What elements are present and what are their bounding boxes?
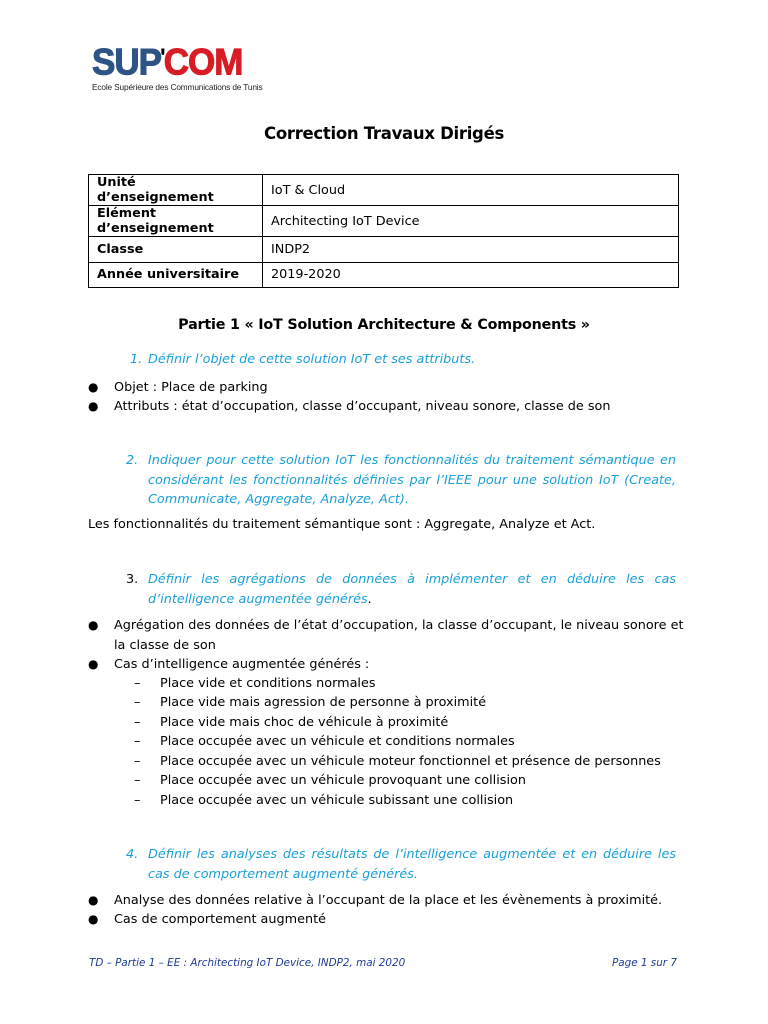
question-2 [126, 451, 676, 510]
list-item-text: la classe de son [114, 638, 216, 653]
bullet-icon: ● [88, 380, 99, 394]
logo-sup: SUP [92, 41, 161, 83]
course-info-table [88, 174, 679, 288]
logo-com: COM [163, 41, 243, 83]
dash-icon: – [134, 754, 141, 769]
dash-icon: – [134, 715, 141, 730]
table-value: IoT & Cloud [263, 175, 679, 206]
question-number: 4. [126, 847, 139, 862]
question-trailing: . [367, 591, 372, 607]
supcom-logo [92, 41, 263, 92]
table-key: Elément d’enseignement [89, 206, 263, 237]
question-3 [126, 570, 676, 609]
table-row [89, 237, 679, 263]
sub-list-item-text: Place occupée avec un véhicule moteur fonctionnel et présence de personnes [160, 754, 661, 769]
question-text: Définir les agrégations de données à implémenter et en déduire les cas d’intelligence augmentée générés [148, 572, 676, 607]
list-item-text: Objet : Place de parking [114, 380, 268, 395]
document-title: Correction Travaux Dirigés [264, 124, 504, 143]
question-text: Définir les analyses des résultats de l’intelligence augmentée et en déduire les cas de comportement augmenté générés. [148, 847, 676, 882]
dash-icon: – [134, 676, 141, 691]
footer-page-number: Page 1 sur 7 [611, 957, 677, 969]
logo-wordmark [92, 41, 263, 83]
logo-apostrophe: ' [159, 44, 165, 73]
table-key: Unité d’enseignement [89, 175, 263, 206]
list-item-text: Agrégation des données de l’état d’occupation, la classe d’occupant, le niveau sonore et [114, 618, 684, 633]
sub-list-item-text: Place occupée avec un véhicule subissant une collision [160, 793, 514, 808]
list-item-text: Cas de comportement augmenté [114, 912, 326, 927]
question-number: 1. [130, 352, 143, 367]
table-value: 2019-2020 [263, 262, 679, 288]
list-item-text: Attributs : état d’occupation, classe d’occupant, niveau sonore, classe de son [114, 399, 611, 414]
sub-list-item-text: Place vide et conditions normales [160, 676, 376, 691]
dash-icon: – [134, 695, 141, 710]
part-title: Partie 1 « IoT Solution Architecture & Components » [178, 317, 590, 333]
bullet-icon: ● [88, 912, 99, 926]
list-item-text: Analyse des données relative à l’occupant de la place et les évènements à proximité. [114, 893, 663, 908]
sub-list-item-text: Place occupée avec un véhicule provoquant une collision [160, 773, 526, 788]
table-key: Année universitaire [89, 262, 263, 288]
question-number: 3. [126, 572, 139, 587]
sub-list-item-text: Place occupée avec un véhicule et conditions normales [160, 734, 515, 749]
bullet-icon: ● [88, 618, 99, 632]
table-value: Architecting IoT Device [263, 206, 679, 237]
dash-icon: – [134, 734, 141, 749]
dash-icon: – [134, 773, 141, 788]
question-text: Indiquer pour cette solution IoT les fonctionnalités du traitement sémantique en considérant les fonctionnalités définies par l’IEEE pour une solution IoT (Create, Communicate, Aggregate, Analyze, Act). [148, 453, 676, 507]
table-row [89, 206, 679, 237]
bullet-icon: ● [88, 657, 99, 671]
question-4 [126, 845, 676, 884]
dash-icon: – [134, 793, 141, 808]
question-1 [130, 350, 690, 370]
answer-paragraph: Les fonctionnalités du traitement sémantique sont : Aggregate, Analyze et Act. [88, 517, 596, 532]
sub-list-item-text: Place vide mais choc de véhicule à proximité [160, 715, 449, 730]
table-key: Classe [89, 237, 263, 263]
footer-left: TD – Partie 1 – EE : Architecting IoT Device, INDP2, mai 2020 [89, 957, 406, 969]
question-text: Définir l’objet de cette solution IoT et ses attributs. [148, 352, 476, 367]
question-number: 2. [126, 453, 139, 468]
table-value: INDP2 [263, 237, 679, 263]
table-row [89, 175, 679, 206]
logo-tagline: Ecole Supérieure des Communications de Tunis [92, 82, 263, 92]
sub-list-item-text: Place vide mais agression de personne à proximité [160, 695, 487, 710]
list-item-text: Cas d’intelligence augmentée générés : [114, 657, 370, 672]
bullet-icon: ● [88, 893, 99, 907]
table-row [89, 262, 679, 288]
bullet-icon: ● [88, 399, 99, 413]
